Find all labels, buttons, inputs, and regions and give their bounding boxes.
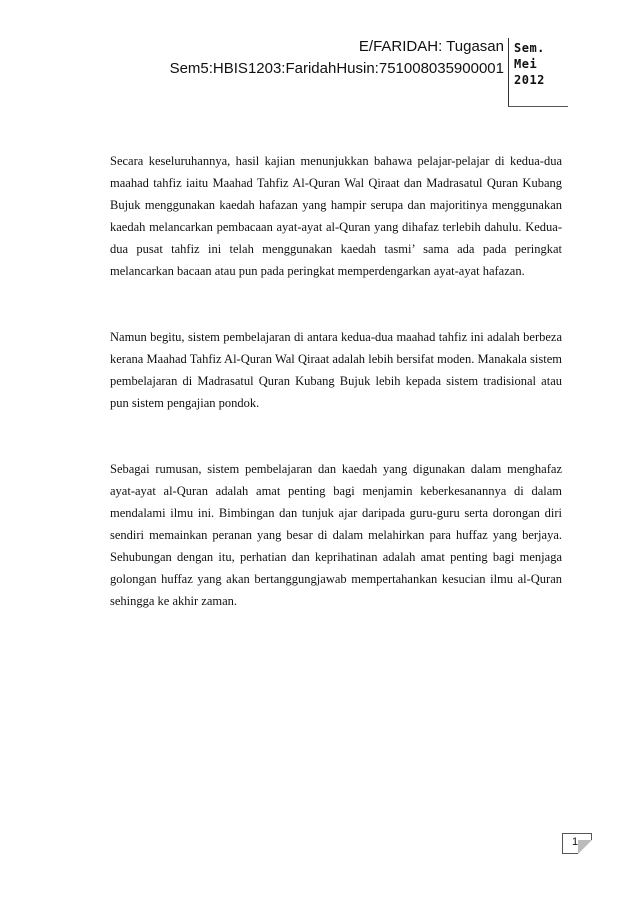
header-bottom-rule [508, 106, 568, 107]
header-course-code: Sem5:HBIS1203:FaridahHusin:751008035900001 [169, 60, 504, 77]
paragraph: Namun begitu, sistem pembelajaran di antara kedua-dua maahad tahfiz ini adalah berbeza kerana Maahad Tahfiz Al-Quran Wal Qiraat adalah lebih bersifat moden. Manakala sistem pembelajaran di Madrasatul Quran Kubang Bujuk lebih kepada sistem tradisional atau pun sistem pengajian pondok. [110, 330, 562, 410]
paragraph: Sebagai rumusan, sistem pembelajaran dan kaedah yang digunakan dalam menghafaz ayat-ayat al-Quran adalah amat penting bagi menjamin keberkesanannya di dalam mendalami ilmu ini. Bimbingan dan tunjuk ajar daripada guru-guru serta dorongan diri sendiri memainkan peranan yang besar di dalam melahirkan para huffaz yang berjaya. Sehubungan dengan itu, perhatian dan keprihatinan adalah amat penting bagi menjaga golongan huffaz yang akan bertanggungjawab mempertahankan kesucian ilmu al-Quran sehingga ke akhir zaman. [110, 462, 562, 608]
paragraph: Secara keseluruhannya, hasil kajian menunjukkan bahawa pelajar-pelajar di kedua-dua maahad tahfiz iaitu Maahad Tahfiz Al-Quran Wal Qiraat dan Madrasatul Quran Kubang Bujuk menggunakan kaedah hafazan yang hampir serupa dan majoritinya menggunakan kaedah melancarkan pembacaan ayat-ayat al-Quran yang dihafaz terlebih dahulu. Kedua-dua pusat tahfiz ini telah menggunakan kaedah tasmi’ sama ada pada peringkat melancarkan bacaan atau pun pada peringkat memperdengarkan ayat-ayat hafazan. [110, 154, 562, 278]
header-semester-year: 2012 [514, 73, 545, 87]
page-number-box [562, 833, 592, 854]
page-number: 1 [571, 836, 579, 848]
header-divider [508, 38, 509, 106]
page-fold-corner [578, 840, 592, 854]
running-header [120, 36, 504, 80]
document-body [110, 150, 562, 612]
header-semester-label: Sem. [514, 41, 545, 55]
header-semester-month: Mei [514, 57, 538, 71]
header-semester [514, 40, 570, 88]
header-title: E/FARIDAH: Tugasan [358, 38, 504, 55]
